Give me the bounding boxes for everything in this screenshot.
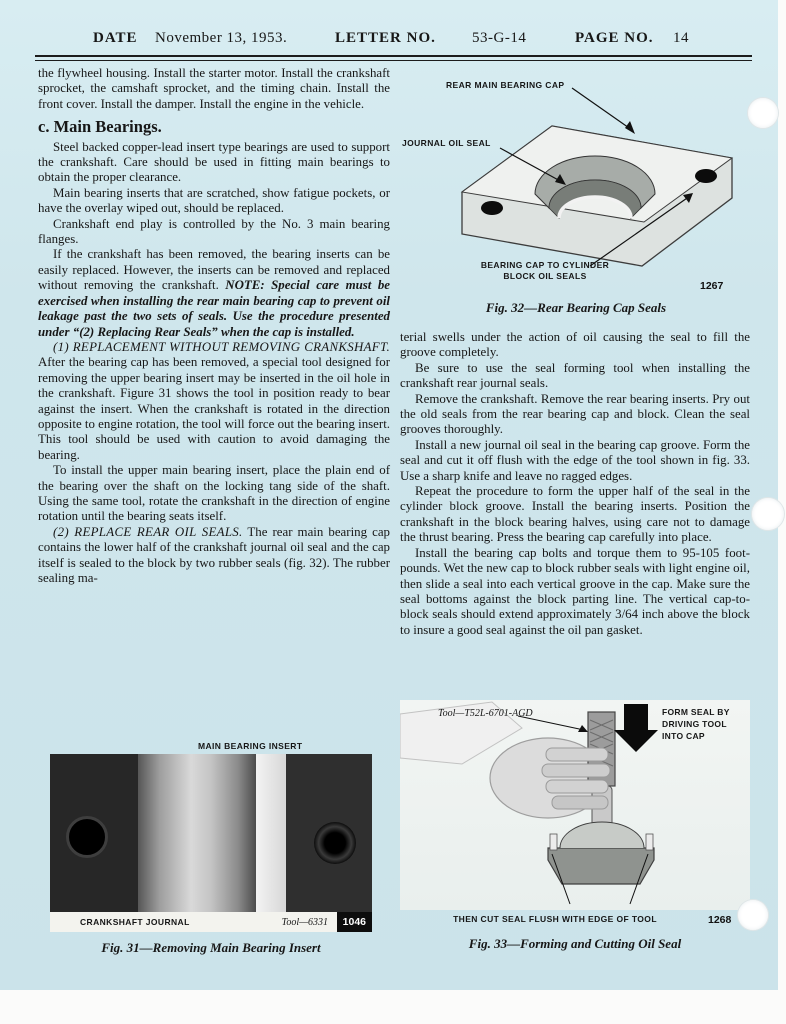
page-no-label: PAGE NO. <box>575 30 654 46</box>
page-no-value: 14 <box>673 30 689 46</box>
figure-label: DRIVING TOOL <box>662 719 727 729</box>
figure-label-group <box>662 706 730 742</box>
hole-punch <box>752 498 784 530</box>
hole-punch <box>748 98 778 128</box>
paragraph: the flywheel housing. Install the starter motor. Install the crankshaft sprocket, the camshaft sprocket, and the timing chain. Install the front cover. Install the damper. Install the engine in the vehicle. <box>38 66 390 111</box>
figure-label: BLOCK OIL SEALS <box>503 271 587 281</box>
paragraph-text: After the bearing cap has been removed, a special tool designed for removing the upper bearing insert may be inserted in the oil hole in the crankshaft. Figure 31 shows the tool in position ready to bear against the insert. When the crankshaft is rotated in the direction opposite to engine rotation, the tool will force out the bearing insert. This tool should be used with caution to avoid damaging the bearing. <box>38 355 390 462</box>
paragraph: terial swells under the action of oil causing the seal to fill the groove completely. <box>400 330 750 360</box>
paragraph: Install a new journal oil seal in the bearing cap groove. Form the seal and cut it off flush with the edge of the tool shown in fig. 33. Use a sharp knife and leave no ragged edges. <box>400 437 750 483</box>
subsection-lead: (1) REPLACEMENT WITHOUT REMOVING CRANKSHAFT. <box>53 339 390 354</box>
paragraph: Remove the crankshaft. Remove the rear bearing inserts. Pry out the old seals from the rear bearing cap and block. Clean the seal grooves thoroughly. <box>400 391 750 437</box>
letter-no-label: LETTER NO. <box>335 30 436 46</box>
tool-label: Tool—T52L-6701-AGD <box>438 708 533 719</box>
tool-label: Tool—6331 <box>281 917 328 928</box>
section-heading: c. Main Bearings. <box>38 117 162 137</box>
bearing-cap-illustration <box>400 72 752 292</box>
paragraph: Install the bearing cap bolts and torque them to 95-105 foot-pounds. Wet the new cap to block rubber seals with light engine oil, then slide a seal into each vertical groove in the cap. Make sure the seal bottoms against the block parting line. The vertical cap-to-block seals should extend approximately 3/64 inch above the block to insure a good seal against the oil pan gasket. <box>400 545 750 637</box>
figure-32 <box>400 72 752 324</box>
hole-punch <box>738 900 768 930</box>
bearing-insert-photo <box>50 754 372 932</box>
header-double-rule <box>35 55 752 61</box>
paragraph: To install the upper main bearing insert, place the plain end of the bearing over the shaft on the locking tang side of the shaft. Using the same tool, rotate the crankshaft in the direction of engine rotation until the bearing seats itself. <box>38 463 390 524</box>
paragraph <box>38 247 390 339</box>
photo-block-right <box>286 754 372 932</box>
paragraph: Crankshaft end play is controlled by the No. 3 main bearing flanges. <box>38 216 390 247</box>
threaded-hole <box>314 822 356 864</box>
right-column <box>400 330 750 638</box>
figure-label: REAR MAIN BEARING CAP <box>446 80 565 90</box>
left-column <box>38 66 390 586</box>
main-bearing-insert <box>256 754 286 932</box>
figure-number: 1267 <box>700 280 724 292</box>
paragraph-text: If the crankshaft has been removed, the bearing inserts can be easily replaced. However, the inserts can be removed and replaced without removing the crankshaft. <box>38 247 390 293</box>
figure-31 <box>50 740 372 962</box>
bolt-hole <box>66 816 108 858</box>
photo-block-left <box>50 754 138 932</box>
paragraph <box>38 340 390 463</box>
paragraph: Main bearing inserts that are scratched, show fatigue pockets, or have the overlay wiped out, should be replaced. <box>38 185 390 216</box>
photo-caption-strip <box>50 912 372 932</box>
seal-forming-photo <box>400 700 750 910</box>
paragraph: Be sure to use the seal forming tool when installing the crankshaft rear journal seals. <box>400 360 750 391</box>
date-label: DATE <box>93 30 138 46</box>
note-text: NOTE: Special care must be exercised when installing the rear main bearing cap to prevent oil leakage past the two sets of seals. Use the procedure presented under “(2) Replacing Rear Seals” when the cap is installed. <box>38 278 390 339</box>
figure-label: INTO CAP <box>662 731 705 741</box>
figure-33 <box>400 700 750 962</box>
paragraph: Repeat the procedure to form the upper half of the seal in the cylinder block groove. Install the bearing inserts. Position the crankshaft in the block bearing halves, using care not to damage the thrust bearing. Press the bearing cap carefully into place. <box>400 484 750 545</box>
paragraph: Steel backed copper-lead insert type bearings are used to support the crankshaft. Care should be used in fitting main bearings to obtain the proper clearance. <box>38 139 390 185</box>
page-edge-bottom <box>0 990 786 1024</box>
date-value: November 13, 1953. <box>155 30 288 46</box>
subsection-lead: (2) REPLACE REAR OIL SEALS. <box>53 524 243 539</box>
letter-no-value: 53-G-14 <box>472 30 527 46</box>
figure-label: JOURNAL OIL SEAL <box>402 138 491 148</box>
figure-label: CRANKSHAFT JOURNAL <box>80 917 190 927</box>
crankshaft-journal <box>138 754 256 932</box>
paragraph-text: The rear main bearing cap contains the lower half of the crankshaft journal oil seal and the cap itself is sealed to the block by two rubber seals (fig. 32). The rubber sealing ma- <box>38 524 390 585</box>
figure-caption: Fig. 33—Forming and Cutting Oil Seal <box>468 936 682 951</box>
figure-caption: Fig. 31—Removing Main Bearing Insert <box>101 940 321 955</box>
figure-caption: Fig. 32—Rear Bearing Cap Seals <box>485 300 667 315</box>
figure-number: 1268 <box>708 914 732 926</box>
page-header <box>35 30 752 54</box>
figure-number: 1046 <box>337 912 372 932</box>
figure-label-group <box>430 260 660 282</box>
figure-label: BEARING CAP TO CYLINDER <box>480 260 610 270</box>
figure-label: MAIN BEARING INSERT <box>198 741 303 751</box>
figure-label: THEN CUT SEAL FLUSH WITH EDGE OF TOOL <box>453 914 657 924</box>
paragraph <box>38 525 390 587</box>
figure-label: FORM SEAL BY <box>662 707 730 717</box>
